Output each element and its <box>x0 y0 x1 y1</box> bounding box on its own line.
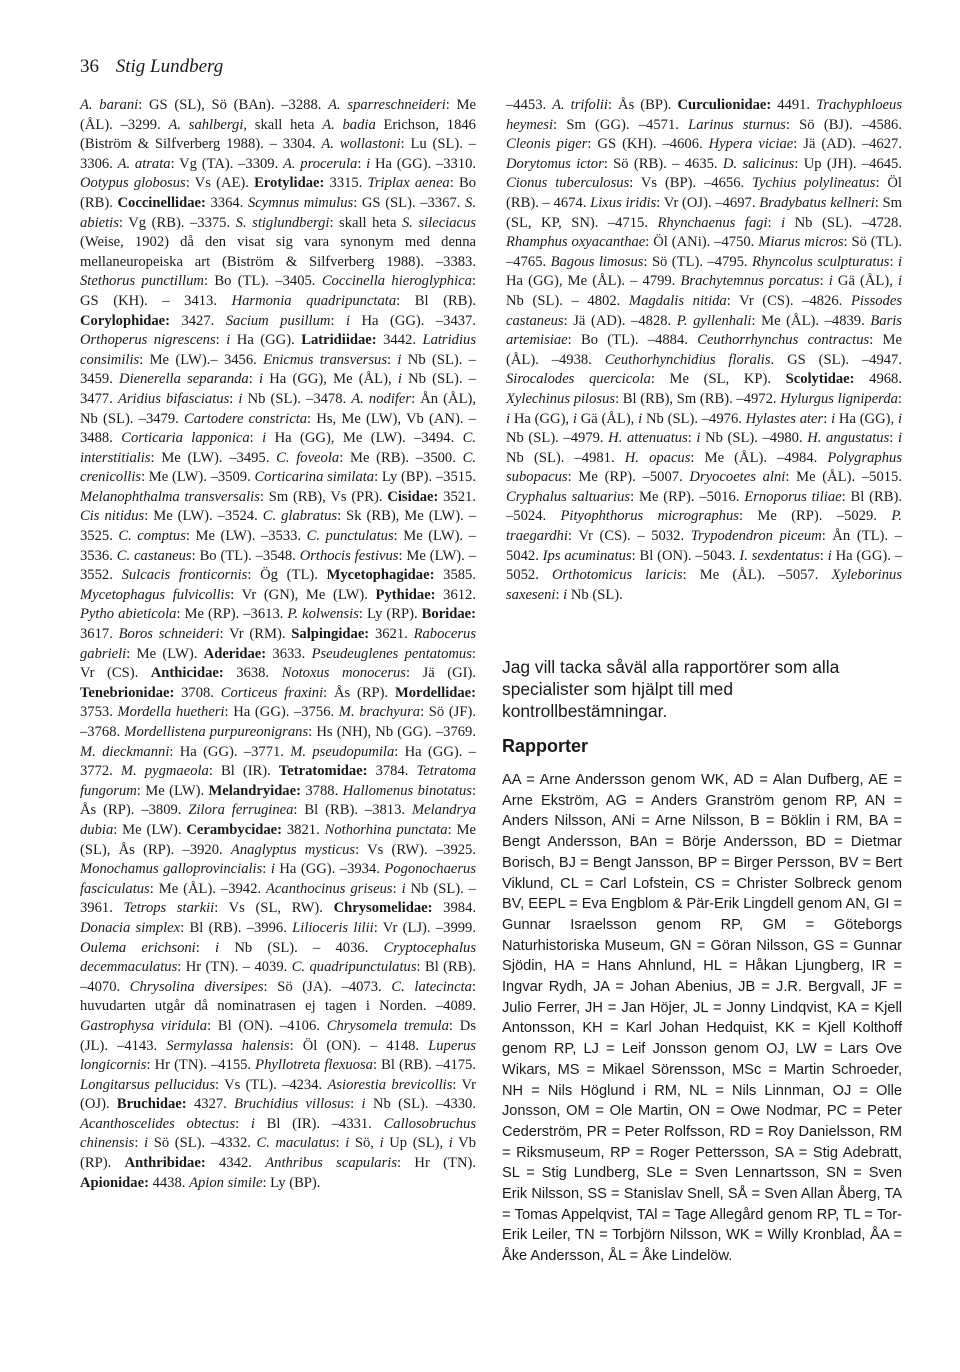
right-column-text: –4453. A. trifolii: Ås (BP). Curculionidae: 4491. Trachyphloeus heymesi: Sm (GG). –4571. Larinus sturnus: Sö (BJ). –4586. Cleonis piger: GS (KH). –4606. Hypera viciae: Jä (AD). –4627. Dorytomus ictor: Sö (RB). – 4635. D. salicinus: Up (JH). –4645. Cionus tuberculosus: Vs (BP). –4656. Tychius polylineatus: Öl (RB). – 4674. Lixus iridis: Vr (OJ). –4697. Bradybatus kellneri: Sm (SL, KP, SN). –4715. Rhynchaenus fagi: i Nb (SL). –4728. Rhamphus oxyacanthae: Öl (ANi). –4750. Miarus micros: Sö (TL). –4765. Bagous limosus: Sö (TL). –4795. Rhyncolus sculpturatus: i Ha (GG), Me (ÅL). – 4799. Brachytemnus porcatus: i Gä (ÅL), i Nb (SL). – 4802. Magdalis nitida: Vr (CS). –4826. Pissodes castaneus: Jä (AD). –4828. P. gyllenhali: Me (ÅL). –4839. Baris artemisiae: Bo (TL). –4884. Ceuthorrhynchus contractus: Me (ÅL). –4938. Ceuthorhynchidius floralis. GS (SL). –4947. Sirocalodes quercicola: Me (SL, KP). Scolytidae: 4968. Xylechinus pilosus: Bl (RB), Sm (RB). –4972. Hylurgus ligniperda: i Ha (GG), i Gä (ÅL), i Nb (SL). –4976. Hylastes ater: i Ha (GG), i Nb (SL). –4979. H. attenuatus: i Nb (SL). –4980. H. angustatus: i Nb (SL). –4981. H. opacus: Me (ÅL). –4984. Polygraphus subopacus: Me (RP). –5007. Dryocoetes alni: Me (ÅL). –5015. Cryphalus saltuarius: Me (RP). –5016. Ernoporus tiliae: Bl (RB). –5024. Pityophthorus micrographus: Me (RP). –5029. P. traegardhi: Vr (CS). – 5032. Trypodendron piceum: Ån (TL). –5042. Ips acuminatus: Bl (ON). –5043. I. sexdentatus: i Ha (GG). – 5052. Orthotomicus laricis: Me (ÅL). –5057. Xyleborinus saxeseni: i Nb (SL). <box>506 97 903 603</box>
right-column <box>506 96 902 605</box>
running-author: Stig Lundberg <box>115 56 224 77</box>
page-number: 36 <box>80 56 99 77</box>
acknowledgement: Jag vill tacka såväl alla rapportörer som alla specialister som hjälpt till med kontrollbestämningar. <box>502 657 840 721</box>
rapporter-list: AA = Arne Andersson genom WK, AD = Alan Dufberg, AE = Arne Ekström, AG = Anders Granström genom RP, AN = Anders Nilsson, ANi = Arne Nilsson, B = Böklin i RM, BA = Bengt Andersson, BAn = Börje Andersson, BD = Dietmar Borisch, BJ = Bengt Jansson, BP = Birger Persson, BV = Bert Viklund, CL = Carl Lofstein, CS = Christer Solbreck genom BV, EEPL = Eva Engblom & Pär-Erik Lingdell genom AN, GI = Gunnar Israelsson genom RP, GM = Göteborgs Naturhistoriska Museum, GN = Göran Nilsson, GS = Gunnar Sjödin, HA = Hans Ahnlund, HL = Håkan Ljungberg, IR = Ingvar Rydh, JA = Johan Abenius, JB = J.R. Bergvall, JF = Julio Ferrer, JH = Jan Höjer, JL = Jonny Lindqvist, KA = Kjell Antonsson, KH = Karl Johan Hedquist, KK = Kjell Kolthoff genom RP, LJ = Leif Jonsson genom OJ, LW = Lars Ove Wikars, MS = Mikael Sörensson, MSc = Martin Schroeder, NH = Nils Höglund i RM, NL = Nils Linnman, OJ = Olle Jonsson, OM = Ole Martin, ON = Owe Nodmar, PC = Peter Cederström, PR = Peter Rolfsson, RD = Roy Danielsson, RM = Riksmuseum, RP = Roger Pettersson, SA = Stig Adebratt, SL = Stig Lundberg, SLe = Sven Lennartsson, SN = Sven Erik Nilsson, SS = Stanislav Snell, SÅ = Sven Allan Åberg, TA = Tomas Appelqvist, TAl = Tage Allegård genom RP, TL = Tor-Erik Leiler, TN = Torbjörn Nilsson, WK = Willy Kronblad, ÅA = Åke Andersson, ÅL = Åke Lindelöw. <box>502 772 902 1265</box>
rapporter-heading: Rapporter <box>502 736 589 756</box>
left-column-text: A. barani: GS (SL), Sö (BAn). –3288. A. sparreschneideri: Me (ÅL). –3299. A. sahlbergi, skall heta A. badia Erichson, 1846 (Biström & Silfverberg 1988). – 3304. A. wollastoni: Lu (SL). –3306. A. atrata: Vg (TA). –3309. A. procerula: i Ha (GG). –3310. Ootypus globosus: Vs (AE). Erotylidae: 3315. Triplax aenea: Bo (RB). Coccinellidae: 3364. Scymnus mimulus: GS (SL). –3367. S. abietis: Vg (RB). –3375. S. stiglundbergi: skall heta S. sileciacus (Weise, 1902) då den visat sig vara synonym med denna mellaneuropeiska art (Biström & Silfverberg 1988). –3383. Stethorus punctillum: Bo (TL). –3405. Coccinella hieroglyphica: GS (KH). – 3413. Harmonia quadripunctata: Bl (RB). Corylophidae: 3427. Sacium pusillum: i Ha (GG). –3437. Orthoperus nigrescens: i Ha (GG). Latridiidae: 3442. Latridius consimilis: Me (LW).– 3456. Enicmus transversus: i Nb (SL). –3459. Dienerella separanda: i Ha (GG), Me (ÅL), i Nb (SL). –3477. Aridius bifasciatus: i Nb (SL). –3478. A. nodifer: Ån (ÅL), Nb (SL). –3479. Cartodere constricta: Hs, Me (LW), Vb (AN). –3488. Corticaria lapponica: i Ha (GG), Me (LW). –3494. C. interstitialis: Me (LW). –3495. C. foveola: Me (RB). –3500. C. crenicollis: Me (LW). –3509. Corticarina similata: Ly (BP). –3515. Melanophthalma transversalis: Sm (RB), Vs (PR). Cisidae: 3521. Cis nitidus: Me (LW). –3524. C. glabratus: Sk (RB), Me (LW). –3525. C. comptus: Me (LW). –3533. C. punctulatus: Me (LW). –3536. C. castaneus: Bo (TL). –3548. Orthocis festivus: Me (LW). – 3552. Sulcacis fronticornis: Ög (TL). Mycetophagidae: 3585. Mycetophagus fulvicollis: Vr (GN), Me (LW). Pythidae: 3612. Pytho abieticola: Me (RP). –3613. P. kolwensis: Ly (RP). Boridae: 3617. Boros schneideri: Vr (RM). Salpingidae: 3621. Rabocerus gabrieli: Me (LW). Aderidae: 3633. Pseudeuglenes pentatomus: Vr (CS). Anthicidae: 3638. Notoxus monocerus: Jä (GI). Tenebrionidae: 3708. Corticeus fraxini: Ås (RP). Mordellidae: 3753. Mordella huetheri: Ha (GG). –3756. M. brachyura: Sö (JF). –3768. Mordellistena purpureonigrans: Hs (NH), Nb (GG). –3769. M. dieckmanni: Ha (GG). –3771. M. pseudopumila: Ha (GG). –3772. M. pygmaeola: Bl (IR). Tetratomidae: 3784. Tetratoma fungorum: Me (LW). Melandryidae: 3788. Hallomenus binotatus: Ås (RP). –3809. Zilora ferruginea: Bl (RB). –3813. Melandrya dubia: Me (LW). Cerambycidae: 3821. Nothorhina punctata: Me (SL), Ås (RP). –3920. Anaglyptus mysticus: Vs (RW). –3925. Monochamus galloprovincialis: i Ha (GG). –3934. Pogonochaerus fasciculatus: Me (ÅL). –3942. Acanthocinus griseus: i Nb (SL). –3961. Tetrops starkii: Vs (SL, RW). Chrysomelidae: 3984. Donacia simplex: Bl (RB). –3996. Lilioceris lilii: Vr (LJ). –3999. Oulema erichsoni: i Nb (SL). – 4036. Cryptocephalus decemmaculatus: Hr (TN). – 4039. C. quadripunctulatus: Bl (RB). –4070. Chrysolina diversipes: Sö (JA). –4073. C. latecincta: huvudarten utgår då nominatrasen ej tagen i Norden. –4089. Gastrophysa viridula: Bl (ON). –4106. Chrysomela tremula: Ds (JL). –4143. Sermylassa halensis: Öl (ON). – 4148. Luperus longicornis: Hr (TN). –4155. Phyllotreta flexuosa: Bl (RB). –4175. Longitarsus pellucidus: Vs (TL). –4234. Asiorestia brevicollis: Vr (OJ). Bruchidae: 4327. Bruchidius villosus: i Nb (SL). –4330. Acanthoscelides obtectus: i Bl (IR). –4331. Callosobruchus chinensis: i Sö (SL). –4332. C. maculatus: i Sö, i Up (SL), i Vb (RP). Anthribidae: 4342. Anthribus scapularis: Hr (TN). Apionidae: 4438. Apion simile: Ly (BP). <box>80 97 477 1191</box>
left-column <box>80 96 476 1193</box>
page-header <box>80 56 223 78</box>
